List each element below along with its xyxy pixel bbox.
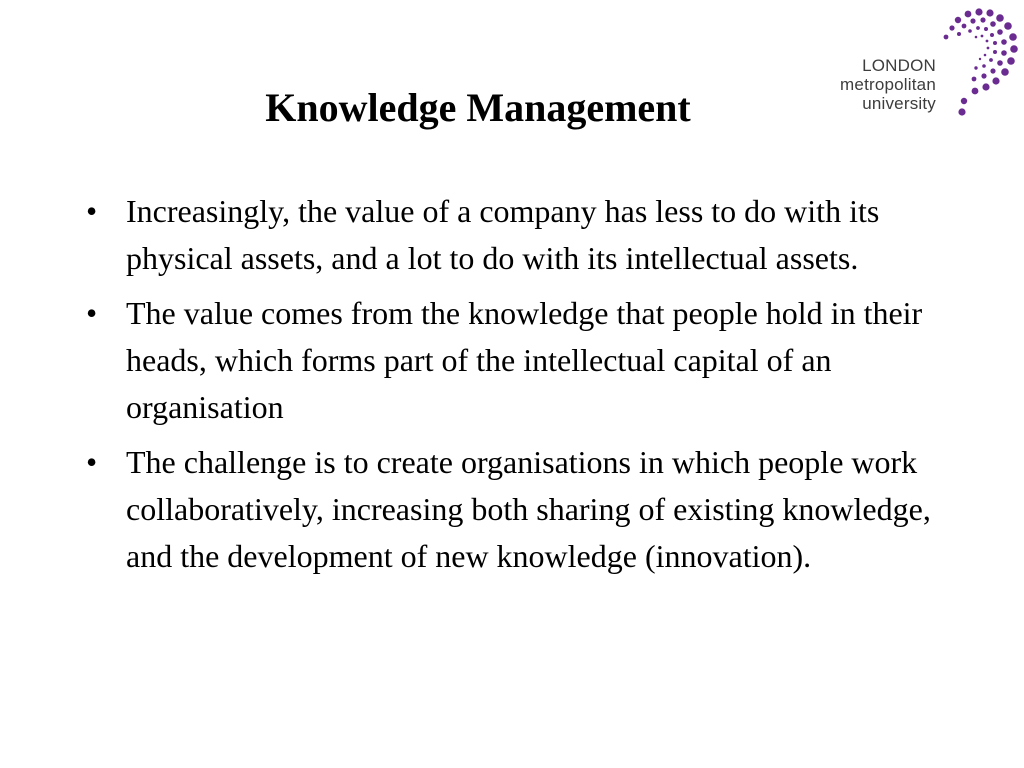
bullet-item [80, 188, 960, 282]
logo-line-london: LONDON [862, 56, 936, 75]
bullet-icon: • [86, 193, 98, 229]
slide-title: Knowledge Management [265, 85, 691, 130]
bullet-icon: • [86, 444, 98, 480]
logo-line-university: university [862, 94, 936, 113]
bullet-text: The value comes from the knowledge that people hold in their heads, which forms part of the intellectual capital of an organisation [126, 295, 923, 425]
bullet-list [80, 188, 960, 588]
bullet-item [80, 439, 960, 580]
bullet-text: The challenge is to create organisations in which people work collaboratively, increasing both sharing of existing knowledge, and the development of new knowledge (innovation). [126, 444, 931, 574]
bullet-item [80, 290, 960, 431]
bullet-icon: • [86, 295, 98, 331]
bullet-text: Increasingly, the value of a company has less to do with its physical assets, and a lot to do with its intellectual assets. [126, 193, 880, 276]
logo-line-metropolitan: metropolitan [840, 75, 936, 94]
